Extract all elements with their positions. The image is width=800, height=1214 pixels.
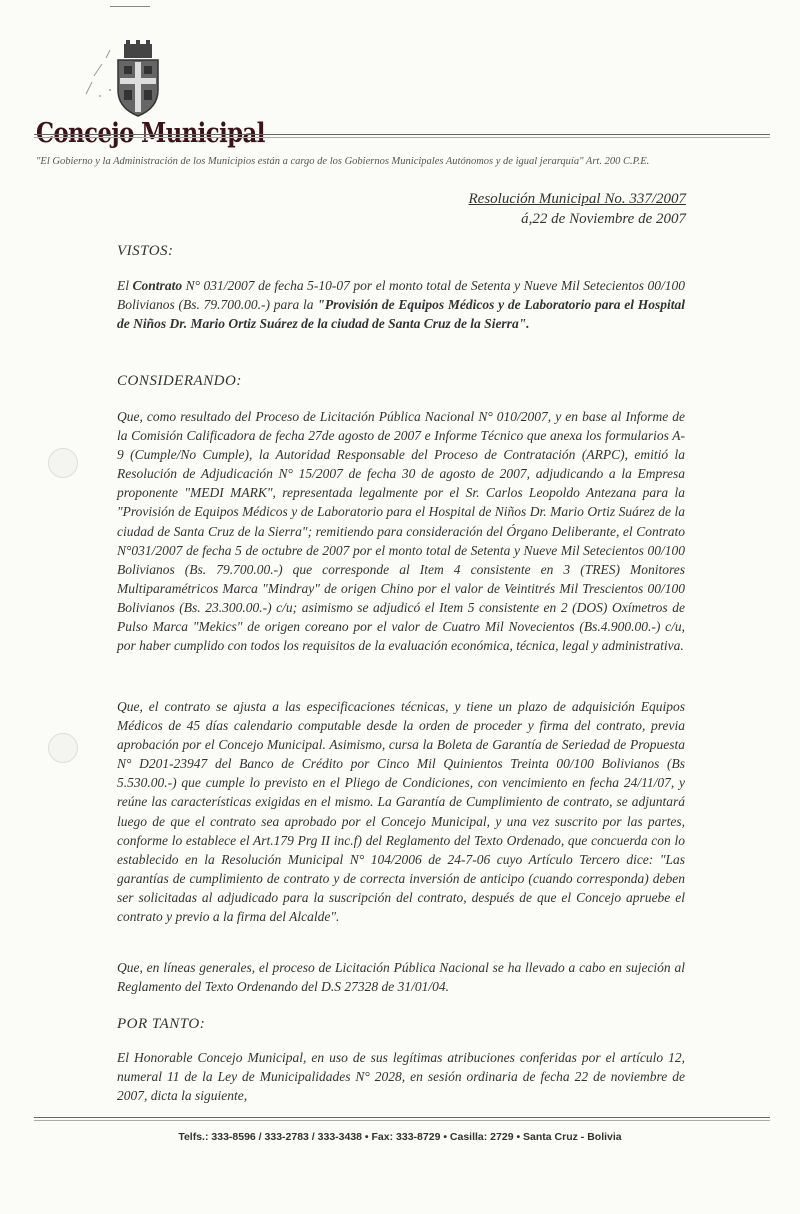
coat-of-arms-icon — [110, 38, 166, 118]
resolution-block — [469, 189, 686, 229]
considerando-paragraph-2: Que, el contrato se ajusta a las especificaciones técnicas, y tiene un plazo de adquisición Equipos Médicos de 45 días calendario computable desde la orden de proceder y firma del contrato, previa aprobación por el Concejo Municipal. Asimismo, cursa la Boleta de Garantía de Seriedad de Propuesta N° D201-23947 del Banco de Crédito por Cinco Mil Quinientos Treinta 00/100 Bolivianos (Bs 5.530.00.-) que cumple lo previsto en el Pliego de Condiciones, con vencimiento en fecha 24/11/07, y reúne las características exigidas en el mismo. La Garantía de Cumplimiento de contrato, se adjuntará luego de que el contrato sea aprobado por el Concejo Municipal, y una vez suscrito por las partes, conforme lo establece el Art.179 Prg II inc.f) del Reglamento del Texto Ordenado, que concuerda con lo establecido en la Resolución Municipal N° 104/2006 de 24-7-06 cuyo Artículo Tercero dice: "Las garantías de cumplimiento de contrato y de correcta inversión de anticipo (cuando corresponda) deben ser solicitadas al adjudicado para la suscripción del contrato, después de que el Concejo apruebe el contrato y previo a la firma del Alcalde". — [117, 699, 685, 925]
punch-hole — [48, 448, 78, 478]
provision-title: "Provisión de Equipos Médicos y de Laboratorio para el Hospital de Niños Dr. Mario Ortiz Suárez de la ciudad de Santa Cruz de la Sierra". — [117, 297, 685, 332]
resolution-number: Resolución Municipal No. 337/2007 — [468, 191, 686, 207]
footer-divider-secondary — [34, 1120, 770, 1121]
vistos-text-middle: N° 031/2007 de fecha 5-10-07 por el monto total de Setenta y Nueve Mil Setecientos 00/100 Bolivianos (Bs. 79.700.00.-) para la — [117, 278, 686, 313]
vistos-text-start: El — [117, 278, 133, 293]
por-tanto-heading: POR TANTO: — [117, 1016, 206, 1032]
header-divider — [34, 134, 770, 135]
constitutional-motto: "El Gobierno y la Administración de los Municipios están a cargo de los Gobiernos Municipales Autónomos y de igual jerarquía" Art. 200 C.P.E. — [36, 156, 650, 167]
contract-label: Contrato — [132, 278, 183, 293]
considerando-paragraph-1: Que, como resultado del Proceso de Licitación Pública Nacional N° 010/2007, y en base al Informe de la Comisión Calificadora de fecha 27de agosto de 2007 e Informe Técnico que anexa los formularios A-9 (Cumple/No Cumple), la Autoridad Responsable del Proceso de Contratación (ARPC), emitió la Resolución de Adjudicación N° 15/2007 de fecha 30 de agosto de 2007, adjudicando a la Empresa proponente "MEDI MARK", representada legalmente por el Sr. Carlos Leopoldo Antezana para la "Provisión de Equipos Médicos y de Laboratorio para el Hospital de Niños Dr. Mario Ortiz Suárez de la ciudad de Santa Cruz de la Sierra"; remitiendo para consideración del Órgano Deliberante, el Contrato N°031/2007 de fecha 5 de octubre de 2007 por el monto total de Setenta y Nueve Mil Setecientos 00/100 Bolivianos (Bs. 79.700.00.-) que corresponde al Item 4 consistente en 3 (TRES) Monitores Multiparamétricos Marca "Mindray" de origen Chino por el valor de Veintitrés Mil Trescientos 00/100 Bolivianos (Bs. 23.300.00.-) c/u; asimismo se adjudicó el Item 5 consistente en 2 (DOS) Oxímetros de Pulso Marca "Mekics" de origen coreano por el valor de Cuatro Mil Novecientos (Bs.4.900.00.-) c/u, por haber cumplido con todos los requisitos de la evaluación económica, técnica, legal y administrativa. — [117, 409, 685, 654]
footer-divider — [34, 1117, 770, 1118]
por-tanto-paragraph: El Honorable Concejo Municipal, en uso de sus legítimas atribuciones conferidas por el artículo 12, numeral 11 de la Ley de Municipalidades N° 2028, en sesión ordinaria de fecha 22 de noviembre de 2007, dicta la siguiente, — [117, 1050, 685, 1104]
considerando-paragraph-3: Que, en líneas generales, el proceso de Licitación Pública Nacional se ha llevado a cabo en sujeción al Reglamento del Texto Ordenando del D.S 27328 de 31/01/04. — [117, 960, 685, 995]
vistos-paragraph — [117, 276, 685, 333]
vistos-heading: VISTOS: — [117, 243, 174, 259]
footer-contact: Telfs.: 333-8596 / 333-2783 / 333-3438 • Fax: 333-8729 • Casilla: 2729 • Santa Cruz - Bolivia — [178, 1131, 622, 1143]
resolution-date: á,22 de Noviembre de 2007 — [521, 211, 686, 227]
header-divider-secondary — [34, 137, 770, 138]
punch-hole — [48, 733, 78, 763]
considerando-heading: CONSIDERANDO: — [117, 373, 242, 389]
scan-mark — [110, 6, 150, 7]
